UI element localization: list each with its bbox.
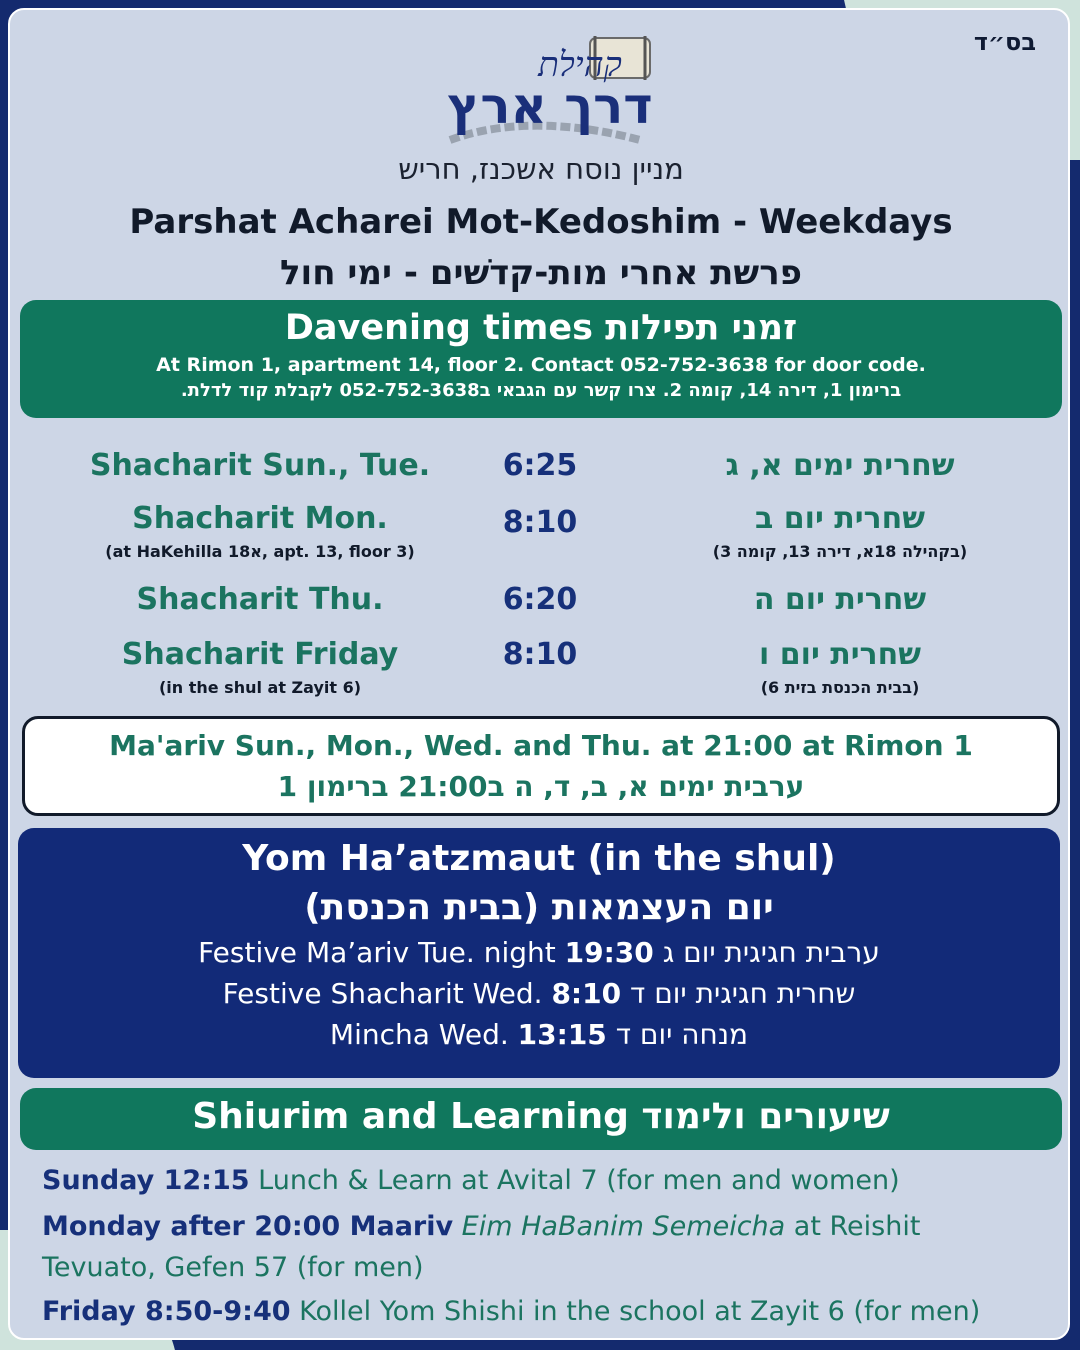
learning-item: [42, 1206, 1042, 1288]
learning-item: [42, 1160, 1042, 1201]
shiurim-heading: Shiurim and Learning שיעורים ולימוד: [192, 1096, 890, 1137]
prayer-label-en: Shacharit Friday: [121, 637, 399, 672]
location-hebrew: ברימון 1, דירה 14, קומה 2. צרו קשר עם הגבאי ב052-752-3638 לקבלת קוד לדלת.: [180, 380, 902, 401]
yom-title-english: Yom Ha’atzmaut (in the shul): [242, 838, 836, 879]
yom-item-hebrew: ערבית חגיגית יום ג: [662, 936, 880, 969]
yom-title-hebrew: יום העצמאות (בבית הכנסת): [304, 887, 774, 928]
prayer-label-en: Shacharit Thu.: [136, 582, 384, 617]
prayer-time: 6:25: [502, 448, 578, 483]
learning-item: [42, 1291, 1042, 1332]
davening-heading: Davening times זמני תפילות: [284, 308, 798, 348]
prayer-note-en: (in the shul at Zayit 6): [158, 678, 362, 697]
minyan-subtitle: מניין נוסח אשכנז, חריש: [398, 152, 684, 186]
yom-item-time: 19:30: [564, 936, 654, 969]
announcement-card: [8, 8, 1070, 1340]
learning-text: Lunch & Learn at Avital 7 (for men and women): [258, 1165, 900, 1196]
davening-times-banner: [20, 300, 1062, 418]
yom-haatzmaut-box: [18, 828, 1060, 1078]
logo-line2: דרך ארץ: [447, 77, 653, 135]
learning-when: Monday after 20:00 Maariv: [42, 1211, 454, 1242]
shiurim-banner: [20, 1088, 1062, 1150]
yom-item-english: Festive Ma’ariv Tue. night: [198, 936, 556, 969]
prayer-label-he: שחרית יום ה: [753, 582, 927, 617]
yom-item-time: 13:15: [517, 1018, 607, 1051]
learning-title: Eim HaBanim Semeicha: [461, 1211, 786, 1242]
congregation-logo: [430, 28, 670, 146]
prayer-label-he: שחרית ימים א, ג: [725, 448, 955, 483]
yom-item-time: 8:10: [551, 977, 622, 1010]
maariv-hebrew: ערבית ימים א, ב, ד, ה ב21:00 ברימון 1: [277, 770, 805, 803]
prayer-note-he: (בבית הכנסת בזית 6): [760, 678, 920, 697]
road-scroll-logo-icon: [430, 28, 670, 146]
page-title-english: Parshat Acharei Mot-Kedoshim - Weekdays: [129, 202, 953, 242]
location-english: At Rimon 1, apartment 14, floor 2. Contact 052-752-3638 for door code.: [156, 354, 926, 376]
yom-item-english: Festive Shacharit Wed.: [222, 977, 543, 1010]
prayer-label-he: שחרית יום ו: [759, 637, 921, 672]
yom-item: [18, 936, 1060, 969]
yom-item-hebrew: שחרית חגיגית יום ד: [630, 977, 856, 1010]
prayer-note-he: (בקהילה 18א, דירה 13, קומה 3): [712, 542, 968, 561]
yom-item-hebrew: מנחה יום ד: [615, 1018, 749, 1051]
learning-when: Friday 8:50-9:40: [42, 1296, 291, 1327]
prayer-time: 8:10: [502, 505, 578, 540]
bsd-mark: בס״ד: [973, 28, 1036, 56]
logo-line1: קהילת: [538, 45, 622, 85]
learning-when: Sunday 12:15: [42, 1165, 250, 1196]
page-title-hebrew: פרשת אחרי מות-קדֹשים - ימי חול: [279, 253, 803, 293]
yom-item: [18, 1018, 1060, 1051]
yom-item: [18, 977, 1060, 1010]
prayer-time: 6:20: [502, 582, 578, 617]
prayer-time: 8:10: [502, 637, 578, 672]
learning-text: Kollel Yom Shishi in the school at Zayit 6 (for men): [299, 1296, 981, 1327]
yom-item-english: Mincha Wed.: [329, 1018, 509, 1051]
maariv-box: [22, 716, 1060, 816]
maariv-english: Ma'ariv Sun., Mon., Wed. and Thu. at 21:00 at Rimon 1: [109, 729, 973, 762]
prayer-label-en: Shacharit Sun., Tue.: [89, 448, 431, 483]
prayer-note-en: (at HaKehilla 18א, apt. 13, floor 3): [105, 542, 415, 561]
prayer-label-he: שחרית יום ב: [755, 501, 925, 536]
prayer-label-en: Shacharit Mon.: [132, 501, 388, 536]
learning-text: at Reishit Tevuato, Gefen 57 (for men): [42, 1211, 921, 1283]
